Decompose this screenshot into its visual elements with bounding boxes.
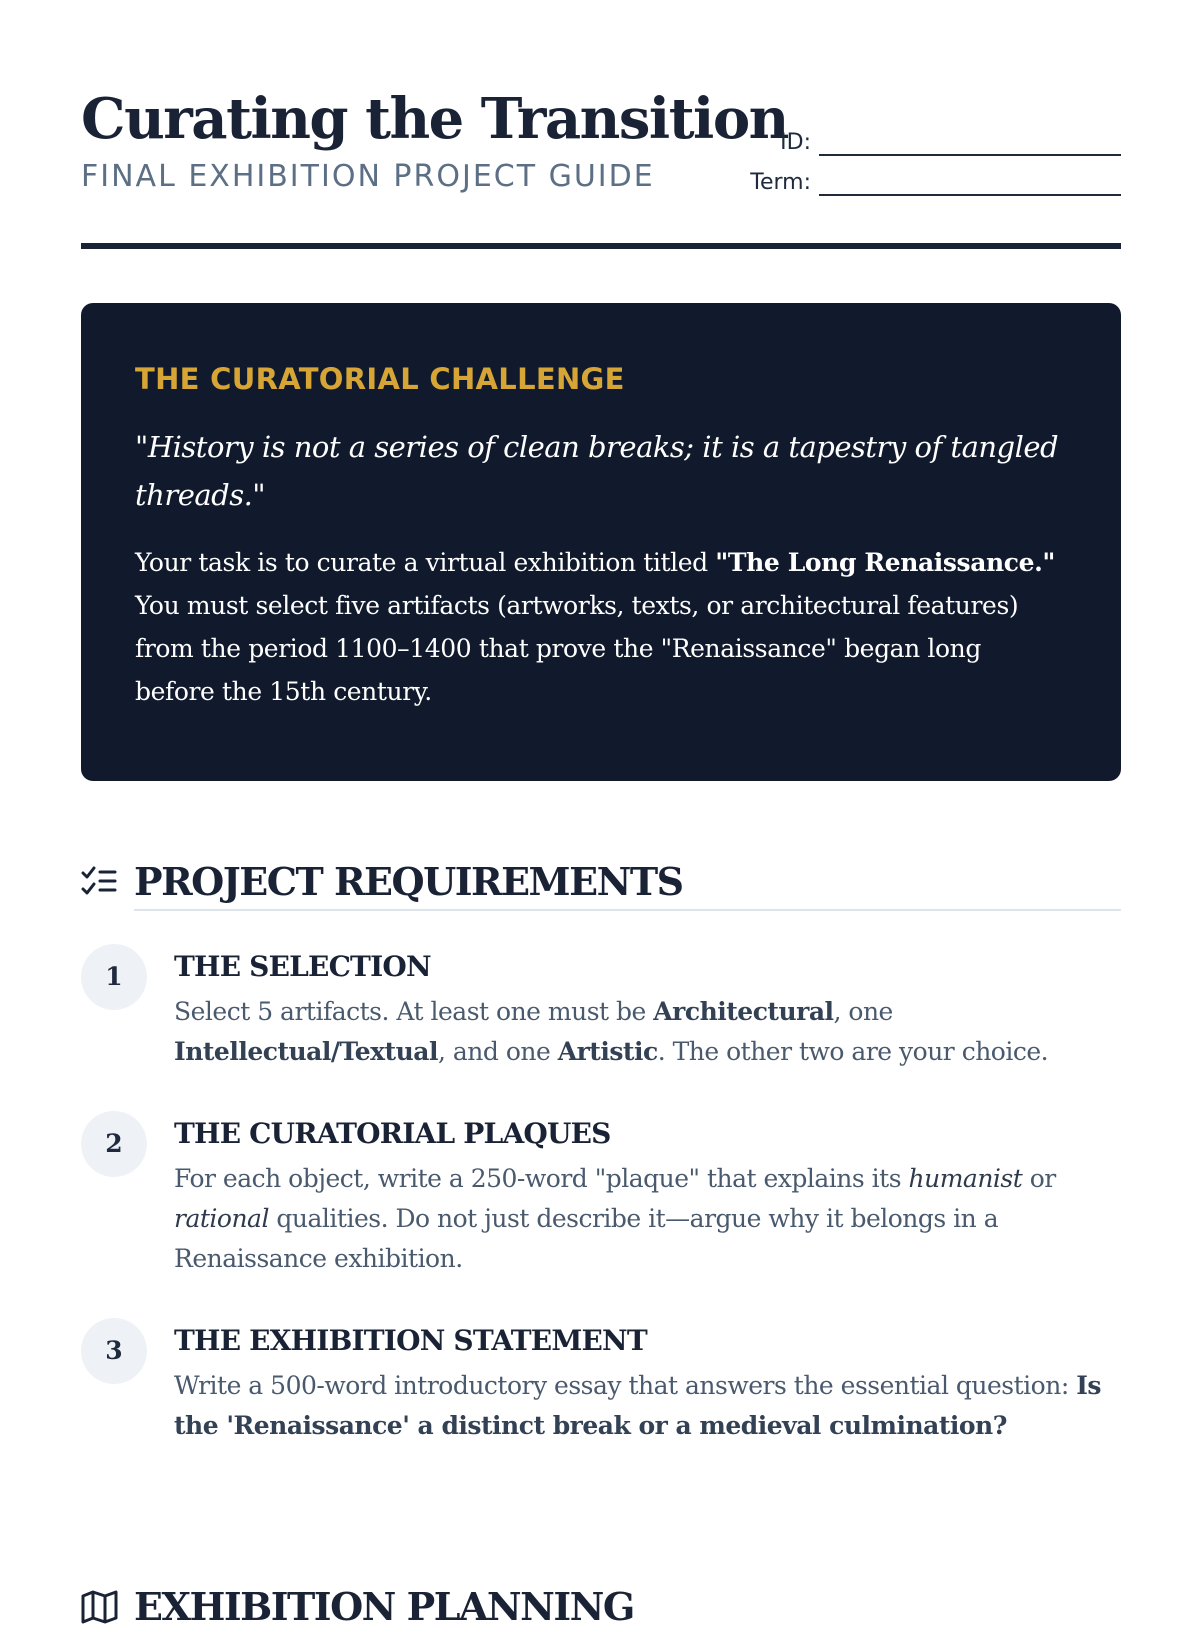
challenge-body-intro: Your task is to curate a virtual exhibition titled — [135, 548, 716, 577]
requirement-number-badge: 1 — [81, 944, 147, 1010]
requirements-section-header — [81, 857, 1121, 907]
term-blank-line[interactable] — [819, 174, 1121, 196]
header-divider — [81, 243, 1121, 249]
term-label: Term: — [750, 170, 811, 195]
emphasis-rational: rational — [174, 1204, 269, 1233]
term-field[interactable] — [750, 170, 1121, 196]
text-segment: qualities. Do not just describe it—argue why it belongs in a Renaissance exhibition. — [174, 1204, 999, 1273]
requirement-text — [174, 1159, 1121, 1279]
requirement-title: THE EXHIBITION STATEMENT — [174, 1324, 647, 1357]
exhibition-title: "The Long Renaissance." — [715, 548, 1056, 577]
page — [81, 0, 1121, 1629]
essential-question: Is the 'Renaissance' a distinct break or a medieval culmination? — [174, 1371, 1101, 1440]
requirement-title: THE SELECTION — [174, 950, 431, 983]
emphasis-architectural: Architectural — [653, 997, 834, 1026]
challenge-body-rest: You must select five artifacts (artworks, texts, or architectural features) from the period 1100–1400 that prove the "Renaissance" began long before the 15th century. — [135, 591, 1019, 706]
challenge-quote: "History is not a series of clean breaks; it is a tapestry of tangled threads." — [135, 430, 1059, 512]
planning-heading: EXHIBITION PLANNING — [134, 1584, 634, 1629]
text-segment: , and one — [437, 1037, 558, 1066]
text-segment: or — [1022, 1164, 1056, 1193]
document-subtitle: FINAL EXHIBITION PROJECT GUIDE — [81, 159, 655, 194]
text-segment: Write a 500-word introductory essay that answers the essential question: — [174, 1371, 1077, 1400]
text-segment: Select 5 artifacts. At least one must be — [174, 997, 654, 1026]
challenge-heading: THE CURATORIAL CHALLENGE — [135, 362, 625, 396]
requirement-text — [174, 992, 1121, 1072]
requirements-divider — [134, 909, 1121, 911]
requirement-text — [174, 1366, 1121, 1446]
emphasis-humanist: humanist — [908, 1164, 1023, 1193]
checklist-icon — [81, 865, 119, 899]
requirement-content — [174, 944, 1121, 1072]
document-title: Curating the Transition — [81, 86, 788, 152]
text-segment: . The other two are your choice. — [657, 1037, 1049, 1066]
requirement-number-badge: 3 — [81, 1318, 147, 1384]
map-icon — [81, 1590, 119, 1624]
text-segment: , one — [833, 997, 893, 1026]
curatorial-challenge-box — [81, 303, 1121, 781]
emphasis-intellectual: Intellectual/Textual — [174, 1037, 438, 1066]
requirement-number-badge: 2 — [81, 1111, 147, 1177]
requirements-heading: PROJECT REQUIREMENTS — [134, 859, 683, 904]
requirement-content — [174, 1111, 1121, 1279]
planning-section-header — [81, 1582, 1121, 1632]
requirement-content — [174, 1318, 1121, 1446]
document-header — [81, 86, 1121, 206]
id-field[interactable] — [780, 130, 1121, 156]
id-label: ID: — [780, 130, 811, 155]
requirement-title: THE CURATORIAL PLAQUES — [174, 1117, 611, 1150]
text-segment: For each object, write a 250-word "plaque" that explains its — [174, 1164, 909, 1193]
emphasis-artistic: Artistic — [557, 1037, 658, 1066]
id-blank-line[interactable] — [819, 134, 1121, 156]
challenge-body — [135, 541, 1067, 713]
